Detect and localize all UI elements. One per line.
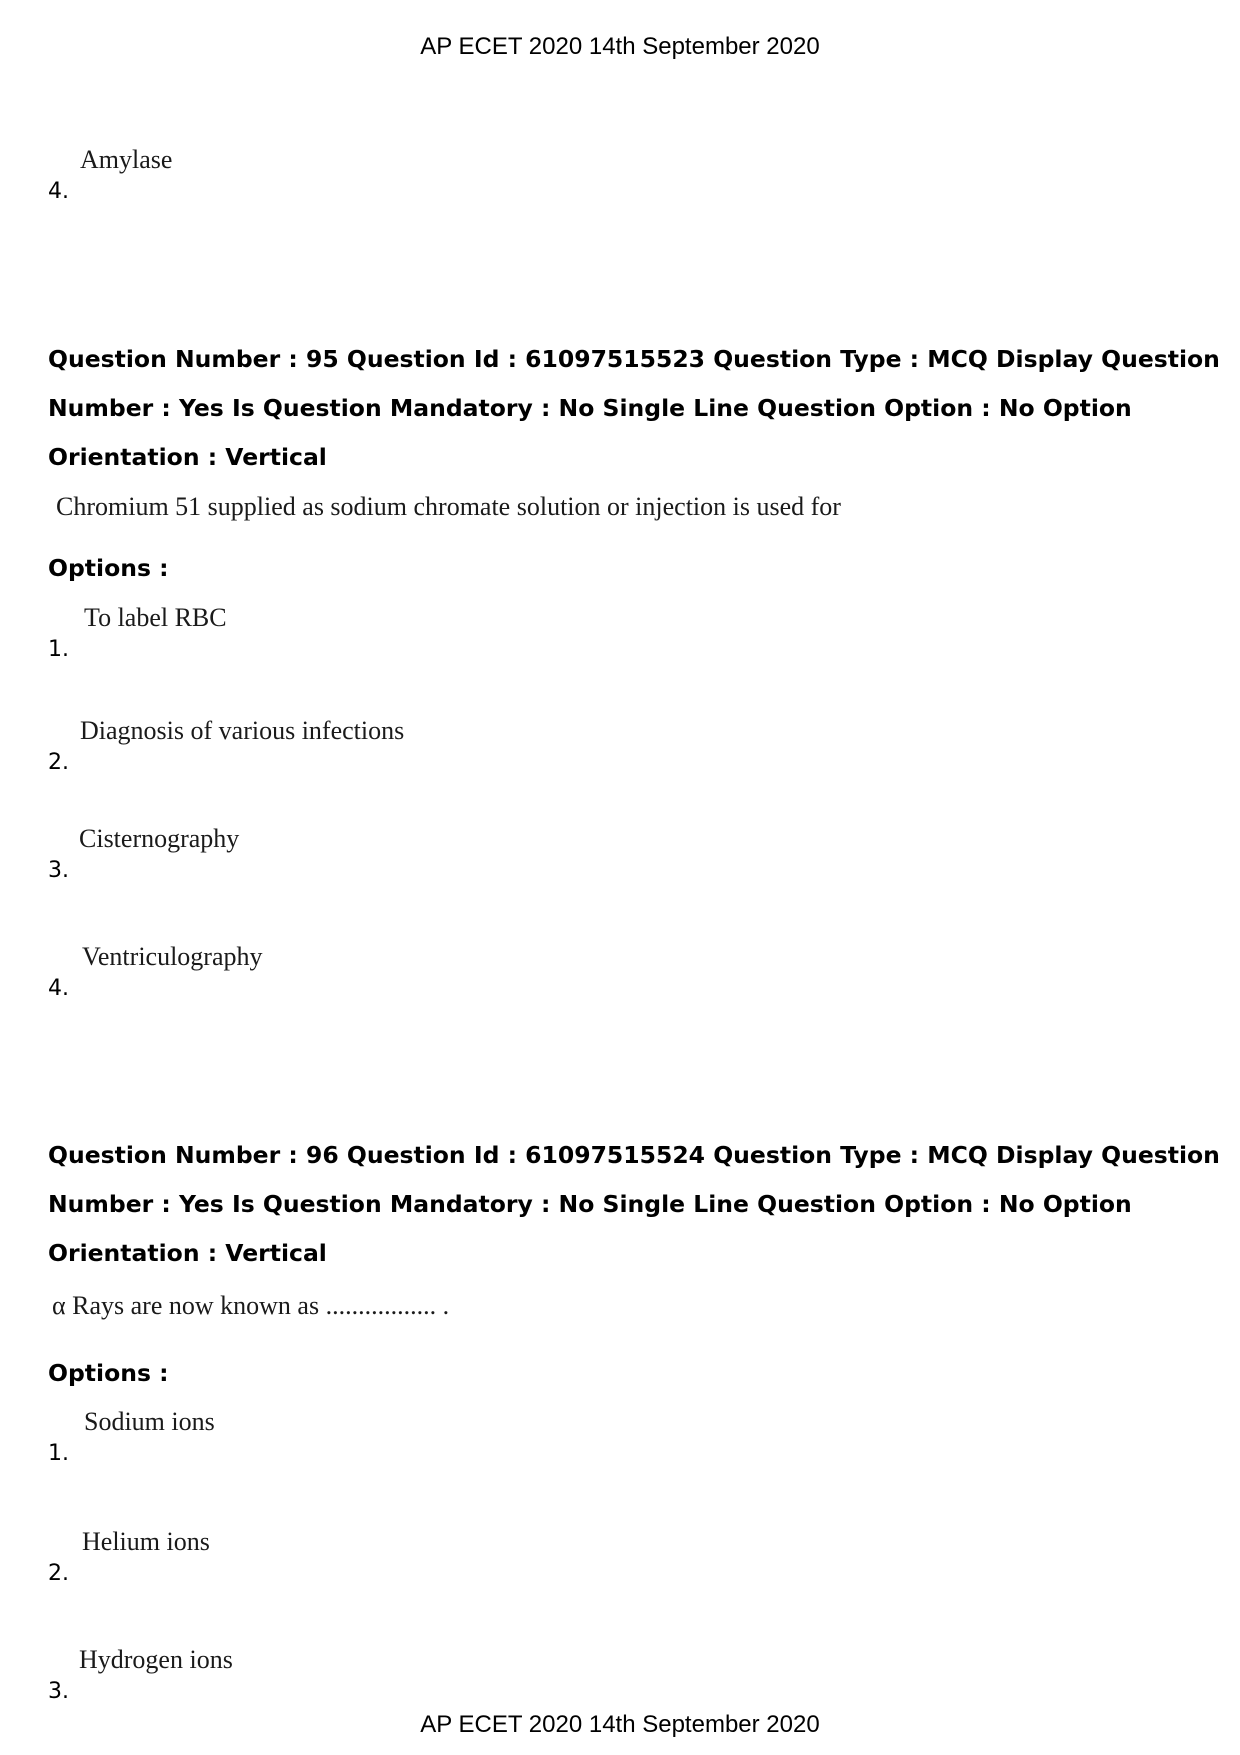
option-item (48, 942, 948, 1002)
option-item (48, 1407, 948, 1467)
question-meta-line: Number : Yes Is Question Mandatory : No Single Line Question Option : No Option (48, 394, 1132, 422)
option-text: Ventriculography (82, 942, 263, 971)
option-number: 2. (48, 750, 69, 775)
option-item (48, 1527, 948, 1587)
option-number: 3. (48, 1679, 69, 1704)
option-number: 1. (48, 637, 69, 662)
option-text: Hydrogen ions (79, 1645, 233, 1674)
option-number: 3. (48, 858, 69, 883)
options-label: Options : (48, 554, 169, 582)
question-meta-line: Question Number : 96 Question Id : 61097515524 Question Type : MCQ Display Question (48, 1141, 1220, 1169)
option-number: 2. (48, 1561, 69, 1586)
option-number: 4. (48, 976, 69, 1001)
option-text: Cisternography (79, 824, 240, 853)
option-item (48, 716, 948, 776)
option-text: Amylase (80, 145, 173, 174)
option-number: 1. (48, 1441, 69, 1466)
options-label: Options : (48, 1359, 169, 1387)
question-meta-line: Question Number : 95 Question Id : 61097515523 Question Type : MCQ Display Question (48, 345, 1220, 373)
option-text: Diagnosis of various infections (80, 716, 405, 745)
page-header: AP ECET 2020 14th September 2020 (420, 33, 820, 60)
option-text: Sodium ions (84, 1407, 215, 1436)
option-item (48, 824, 948, 884)
option-number: 4. (48, 179, 69, 204)
question-text: Chromium 51 supplied as sodium chromate solution or injection is used for (56, 492, 841, 521)
option-text: Helium ions (82, 1527, 210, 1556)
option-text: To label RBC (84, 603, 227, 632)
question-meta-line: Orientation : Vertical (48, 1239, 327, 1267)
question-text: α Rays are now known as ................. . (52, 1291, 450, 1320)
question-meta-line: Orientation : Vertical (48, 443, 327, 471)
question-meta (48, 1131, 1220, 1278)
question-meta-line: Number : Yes Is Question Mandatory : No Single Line Question Option : No Option (48, 1190, 1132, 1218)
page-footer: AP ECET 2020 14th September 2020 (420, 1711, 820, 1738)
option-item (48, 1645, 948, 1705)
option-item (48, 603, 948, 663)
question-meta (48, 335, 1220, 482)
option-item (48, 145, 948, 205)
